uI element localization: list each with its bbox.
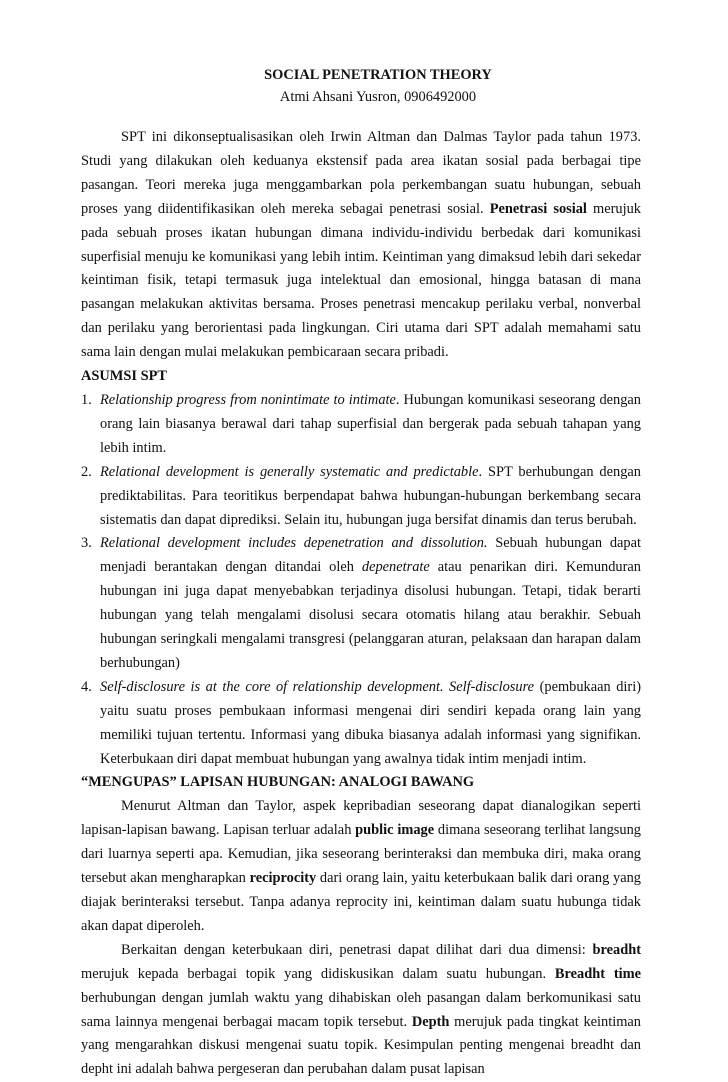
bawang-text: Berkaitan dengan keterbukaan diri, penetrasi dapat dilihat dari dua dimensi: <box>121 941 593 958</box>
bawang-paragraph-1 <box>81 795 641 938</box>
list-number: 3. <box>81 535 92 552</box>
list-item-text: atau penarikan diri. Kemunduran hubungan ini juga dapat menyebabkan terjadinya disolusi hubungan. Tetapi, tidak berarti hubungan yang telah mengalami disolusi secara otomatis hilang atau berakhir. Sebuah hubungan seringkali mengalami transgresi (pelanggaran aturan, pelaksaan dan harapan dalam berhubungan) <box>100 559 641 671</box>
list-item <box>81 461 641 533</box>
term-breadht-time: Breadht time <box>554 965 641 982</box>
term-depth: Depth <box>411 1013 450 1030</box>
bawang-text: berhubungan dengan jumlah waktu yang dihabiskan oleh pasangan dalam berkomunikasi satu sama lainnya mengenai berbagai macam topik tersebut. <box>81 989 641 1030</box>
term-public-image: public image <box>355 822 435 839</box>
title-block <box>115 64 641 108</box>
bawang-paragraph-2 <box>81 939 641 1082</box>
section-heading-bawang: “MENGUPAS” LAPISAN HUBUNGAN: ANALOGI BAWANG <box>81 774 475 791</box>
bawang-text: Menurut Altman dan Taylor, aspek kepribadian seseorang dapat dianalogikan seperti lapisan-lapisan bawang. Lapisan terluar adalah <box>81 798 641 839</box>
list-item-lead: Relational development is generally systematic and predictable <box>100 463 479 480</box>
list-number: 2. <box>81 463 92 480</box>
term-reciprocity: reciprocity <box>249 870 317 887</box>
list-item-lead: Self-disclosure is at the core of relationship development. Self-disclosure <box>100 678 535 695</box>
list-item-text: (pembukaan diri) yaitu suatu proses pembukaan informasi mengenai diri sendiri kepada orang lain yang memiliki tujuan tertentu. Informasi yang dibuka biasanya adalah informasi yang signifikan. Keterbukaan diri dapat membuat hubungan yang awalnya tidak intim menjadi intim. <box>100 678 641 767</box>
list-item-text: . Hubungan komunikasi seseorang dengan orang lain biasanya berawal dari tahap superfisial dan bergerak pada sebuah tahapan yang lebih intim. <box>100 391 641 456</box>
document-author: Atmi Ahsani Yusron, 0906492000 <box>279 89 477 105</box>
bawang-text: dimana seseorang terlihat langsung dari luarnya seperti apa. Kemudian, jika seseorang berinteraksi dan membuka diri, maka orang tersebut akan mengharapkan <box>81 822 641 887</box>
document-title: SOCIAL PENETRATION THEORY <box>264 67 492 83</box>
term-breadht: breadht <box>592 941 641 958</box>
list-item-lead: Relational development includes depenetration and dissolution. <box>100 535 488 552</box>
bawang-text: dari orang lain, yaitu keterbukaan balik dari orang yang diajak berinteraksi tersebut. Tanpa adanya reprocity ini, keintiman dalam suatu hubunga tidak akan dapat diperoleh. <box>81 870 641 934</box>
section-heading-asumsi: ASUMSI SPT <box>81 368 167 385</box>
intro-paragraph <box>81 126 641 365</box>
asumsi-list <box>81 389 641 772</box>
bawang-text: merujuk pada tingkat keintiman yang mengarahkan diskusi mengenai suatu topik. Kesimpulan penting mengenai breadht dan depht ini adalah bahwa pergeseran dan perubahan dalam pusat lapisan <box>81 1013 641 1078</box>
list-item-italic-term: depenetrate <box>361 559 430 576</box>
list-item <box>81 532 641 675</box>
list-item-text: . SPT berhubungan dengan prediktabilitas. Para teoritikus berpendapat bahwa hubungan-hubungan berkembang secara sistematis dan dapat diprediksi. Selain itu, hubungan juga bersifat dinamis dan terus berubah. <box>100 463 641 528</box>
intro-text-2: merujuk pada sebuah proses ikatan hubungan dimana individu-individu berbedak dari komunikasi superfisial menuju ke komunikasi yang lebih intim. Keintiman yang dimaksud lebih dari sekedar keintiman fisik, tetapi termasuk juga intelektual dan emosional, hingga batasan di mana pasangan melakukan aktivitas bersama. Proses penetrasi mencakup perilaku verbal, nonverbal dan perilaku yang berorientasi pada lingkungan. Ciri utama dari SPT adalah memahami satu sama lain dengan mulai melakukan pembicaraan secara pribadi. <box>81 200 641 361</box>
list-item <box>81 676 641 772</box>
intro-text-1: SPT ini dikonseptualisasikan oleh Irwin Altman dan Dalmas Taylor pada tahun 1973. Studi yang dilakukan oleh keduanya ekstensif pada area ikatan sosial pada berbagai tipe pasangan. Teori mereka juga menggambarkan pola perkembangan suatu hubungan, sebuah proses yang diidentifikasikan oleh mereka sebagai penetrasi sosial. <box>81 129 641 217</box>
bawang-text: merujuk kepada berbagai topik yang didiskusikan dalam suatu hubungan. <box>81 965 555 982</box>
list-number: 1. <box>81 391 92 408</box>
list-item <box>81 389 641 461</box>
list-number: 4. <box>81 678 92 695</box>
list-item-text: Sebuah hubungan dapat menjadi berantakan dengan ditandai oleh <box>100 535 642 576</box>
list-item-lead: Relationship progress from nonintimate to intimate <box>100 391 396 408</box>
intro-term-penetrasi: Penetrasi sosial <box>489 200 587 217</box>
